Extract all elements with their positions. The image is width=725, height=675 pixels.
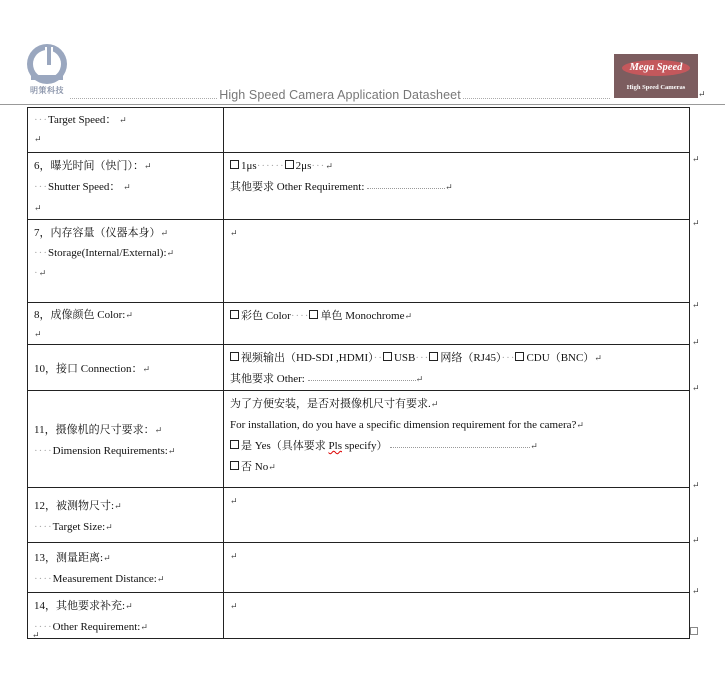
option-label: USB	[393, 352, 416, 364]
label-zh: 7，内存容量（仪器本身）	[34, 227, 161, 239]
row-shutter-speed: 6，曝光时间（快门）：↵ ···Shutter Speed： ↵ ↵ 1μs······ 2μs···↵ 其他要求 Other Requirement: ↵	[28, 153, 690, 220]
row-end-mark: ↵	[692, 337, 700, 347]
label-zh: 12，被测物尺寸:	[34, 499, 115, 512]
company-logo-left	[25, 44, 69, 96]
checkbox[interactable]	[230, 310, 239, 319]
label-zh: 13，测量距离:	[34, 552, 104, 564]
row-end-mark: ↵	[692, 383, 700, 393]
answer-cell[interactable]	[224, 108, 690, 153]
fill-line[interactable]	[308, 372, 416, 381]
label-en: Other Requirement:	[52, 621, 141, 633]
document-title: High Speed Camera Application Datasheet	[219, 88, 461, 102]
mega-speed-logo	[614, 54, 698, 98]
left-logo-text: 明策科技	[30, 86, 64, 95]
checkbox[interactable]	[230, 160, 239, 169]
option-label: 彩色 Color	[241, 310, 291, 322]
row-end-mark: ↵	[692, 218, 700, 228]
option-label: 网络（RJ45）	[440, 352, 502, 364]
label-en: Shutter Speed：	[48, 181, 121, 193]
checkbox[interactable]	[285, 160, 294, 169]
datasheet-table	[27, 107, 690, 639]
header-rule	[0, 104, 725, 105]
option-label: 视频输出（HD-SDI ,HDMI）	[241, 352, 374, 364]
label-zh: 14，其他要求补充:	[34, 600, 126, 612]
option-label: 2μs	[295, 160, 312, 172]
row-end-mark: ↵	[692, 300, 700, 310]
row-storage: 7，内存容量（仪器本身）↵ ···Storage(Internal/External):↵ ·↵ ↵	[28, 220, 690, 303]
checkbox[interactable]	[230, 440, 239, 449]
label-zh: 8，成像颜色 Color:	[34, 309, 126, 321]
checkbox[interactable]	[383, 352, 392, 361]
label-en: Dimension Requirements:	[52, 444, 168, 457]
label-zh: 6，曝光时间（快门）：	[34, 160, 144, 172]
question-en: For installation, do you have a specific dimension requirement for the camera?	[230, 419, 577, 431]
row-end-mark: ↵	[692, 586, 700, 596]
fill-line[interactable]	[390, 439, 530, 448]
row-color: 8，成像颜色 Color:↵ ↵ 彩色 Color···· 单色 Monochrome↵	[28, 303, 690, 345]
row-distance: 13，测量距离:↵ ····Measurement Distance:↵ ↵	[28, 543, 690, 593]
table-end-marker	[690, 627, 698, 635]
option-label: 1μs	[241, 160, 257, 172]
row-other-requirement: 14，其他要求补充:↵ ····Other Requirement:↵ ↵	[28, 593, 690, 639]
option-label: CDU（BNC）	[526, 352, 595, 364]
logo-sub-text: High Speed Cameras	[626, 84, 686, 91]
label-zh: 10，接口 Connection：	[34, 362, 143, 375]
row-target-speed: ···Target Speed： ↵ ↵	[28, 108, 690, 153]
label-zh: 11，摄像机的尺寸要求：	[34, 423, 155, 436]
label-en: Target Size:	[52, 520, 106, 533]
header-title-bar	[70, 88, 610, 102]
option-label: specify）	[341, 440, 388, 452]
checkbox[interactable]	[309, 310, 318, 319]
checkbox[interactable]	[230, 352, 239, 361]
logo-brand-text: Mega Speed	[629, 62, 683, 73]
row-dimension: 11，摄像机的尺寸要求：↵ ····Dimension Requirements:↵ 为了方便安装，是否对摄像机尺寸有要求.↵ For installation, do you have a specific dimension requirement for the camera?↵ 是 Yes（具体要求 Pls specify） ↵ 否 No↵	[28, 391, 690, 488]
label-en: Measurement Distance:	[52, 573, 157, 585]
power-logo-icon	[27, 44, 67, 84]
checkbox[interactable]	[230, 461, 239, 470]
row-end-mark: ↵	[692, 480, 700, 490]
option-label: 是 Yes（具体要求	[241, 440, 329, 452]
row-end-mark: ↵	[692, 535, 700, 545]
paragraph-mark: ↵	[698, 89, 706, 99]
spelling-underlined-word: Pls	[328, 440, 342, 452]
question-zh: 为了方便安装，是否对摄像机尺寸有要求.	[230, 398, 431, 410]
fill-line[interactable]	[367, 180, 445, 189]
other-label: 其他要求 Other:	[230, 373, 305, 385]
checkbox[interactable]	[515, 352, 524, 361]
option-label: 否 No	[241, 461, 269, 473]
label-en: Storage(Internal/External):	[48, 247, 167, 259]
checkbox[interactable]	[429, 352, 438, 361]
other-label: 其他要求 Other Requirement:	[230, 181, 365, 193]
paragraph-mark: ↵	[32, 630, 40, 640]
row-target-size: 12，被测物尺寸:↵ ····Target Size:↵ ↵	[28, 488, 690, 543]
label-en: Target Speed：	[48, 114, 117, 126]
row-end-mark: ↵	[692, 154, 700, 164]
option-label: 单色 Monochrome	[320, 310, 405, 322]
row-connection: 10，接口 Connection：↵ 视频输出（HD-SDI ,HDMI）·· USB··· 网络（RJ45）··· CDU（BNC）↵ 其他要求 Other: ↵	[28, 345, 690, 391]
